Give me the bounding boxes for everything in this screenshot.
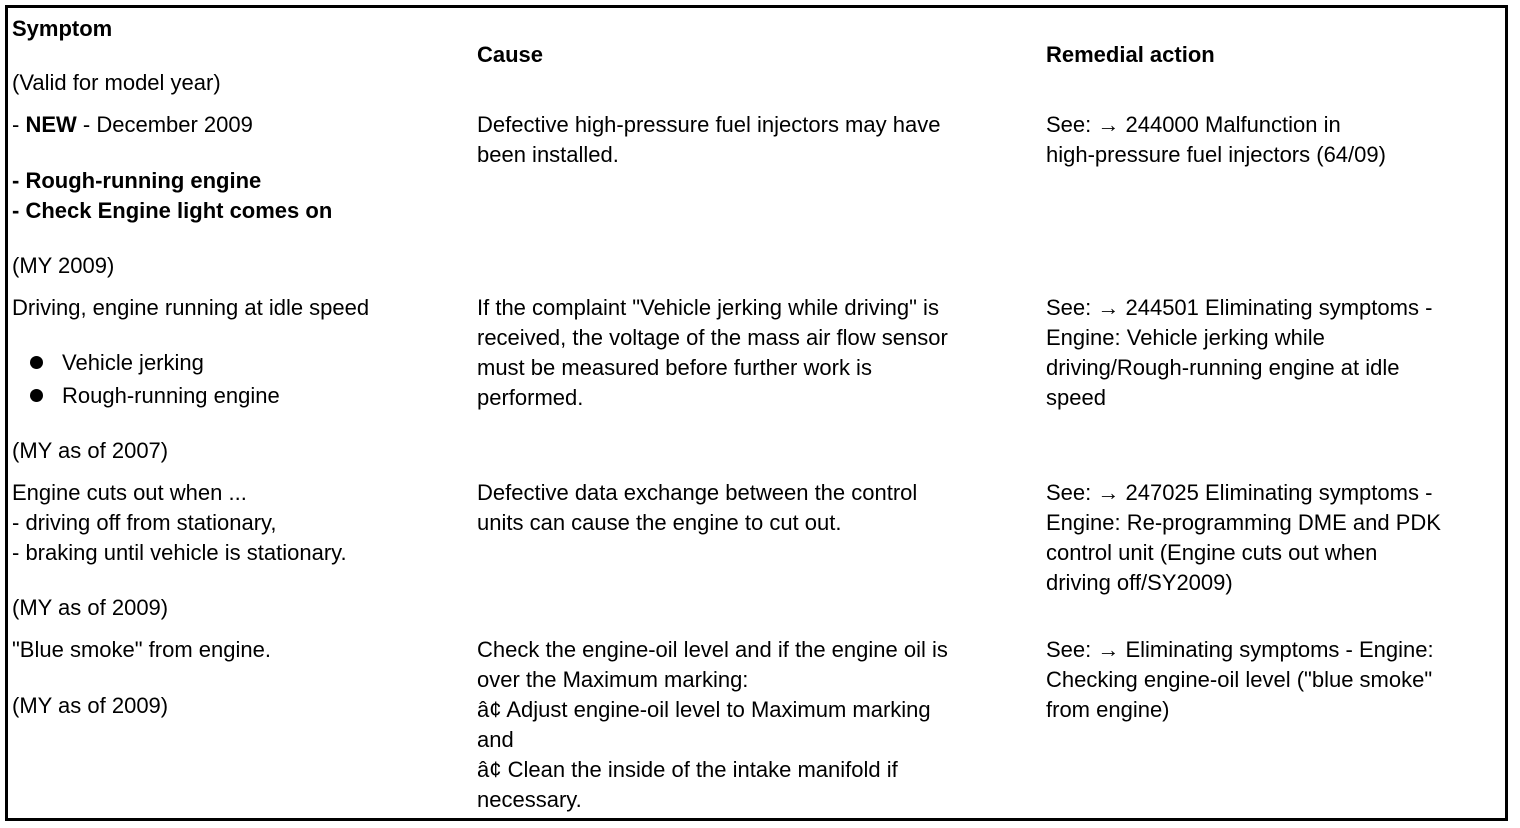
row2-model-year: (MY as of 2007): [12, 438, 169, 463]
row1-remedy-line2: high-pressure fuel injectors (64/09): [1046, 142, 1386, 167]
row3-cause-line1: Defective data exchange between the control: [477, 480, 918, 505]
row4-cause-line5: â¢ Clean the inside of the intake manifold if: [477, 757, 898, 782]
row2-remedy-line1: See: → 244501 Eliminating symptoms -: [1046, 295, 1433, 320]
row2-cause-line4: performed.: [477, 385, 584, 410]
row2-cause-line1: If the complaint "Vehicle jerking while driving" is: [477, 295, 939, 320]
row4-cause-line2: over the Maximum marking:: [477, 667, 749, 692]
row2-cause-line2: received, the voltage of the mass air flow sensor: [477, 325, 948, 350]
row4-cause-line6: necessary.: [477, 787, 582, 812]
row4-cause-line4: and: [477, 727, 514, 752]
row4-remedy-line1: See: → Eliminating symptoms - Engine:: [1046, 637, 1434, 662]
row3-remedy-line1: See: → 247025 Eliminating symptoms -: [1046, 480, 1433, 505]
row1-symptom-line2: - Check Engine light comes on: [12, 198, 333, 223]
row2-remedy-line3: driving/Rough-running engine at idle: [1046, 355, 1400, 380]
row4-cause-line1: Check the engine-oil level and if the engine oil is: [477, 637, 948, 662]
row2-bullet1: Vehicle jerking: [62, 350, 204, 375]
row4-remedy-line3: from engine): [1046, 697, 1170, 722]
row3-remedy-line3: control unit (Engine cuts out when: [1046, 540, 1378, 565]
new-label: NEW: [25, 112, 77, 137]
header-symptom-subtitle: (Valid for model year): [12, 70, 221, 95]
row1-remedy-line1: See: → 244000 Malfunction in: [1046, 112, 1341, 137]
row4-remedy-line2: Checking engine-oil level ("blue smoke": [1046, 667, 1433, 692]
row1-cause-line2: been installed.: [477, 142, 619, 167]
header-cause: Cause: [477, 42, 544, 67]
row2-symptom: Driving, engine running at idle speed: [12, 295, 370, 320]
row1-model-year: (MY 2009): [12, 253, 115, 278]
row3-cause-line2: units can cause the engine to cut out.: [477, 510, 842, 535]
row4-cause-line3: â¢ Adjust engine-oil level to Maximum marking: [477, 697, 931, 722]
row3-symptom-line3: - braking until vehicle is stationary.: [12, 540, 347, 565]
row3-symptom-line2: - driving off from stationary,: [12, 510, 277, 535]
row1-new-line: - NEW - December 2009: [12, 112, 253, 137]
bullet-icon: [30, 389, 43, 402]
row2-remedy-line2: Engine: Vehicle jerking while: [1046, 325, 1325, 350]
row3-remedy-line2: Engine: Re-programming DME and PDK: [1046, 510, 1441, 535]
row2-cause-line3: must be measured before further work is: [477, 355, 872, 380]
row4-symptom: "Blue smoke" from engine.: [12, 637, 271, 662]
row2-bullet2: Rough-running engine: [62, 383, 280, 408]
row1-symptom-line1: - Rough-running engine: [12, 168, 262, 193]
row3-remedy-line4: driving off/SY2009): [1046, 570, 1233, 595]
bullet-icon: [30, 356, 43, 369]
row4-model-year: (MY as of 2009): [12, 693, 169, 718]
row1-cause-line1: Defective high-pressure fuel injectors may have: [477, 112, 941, 137]
header-symptom: Symptom: [12, 16, 113, 41]
row3-symptom-line1: Engine cuts out when ...: [12, 480, 247, 505]
row2-remedy-line4: speed: [1046, 385, 1106, 410]
header-remedial-action: Remedial action: [1046, 42, 1215, 67]
row3-model-year: (MY as of 2009): [12, 595, 169, 620]
